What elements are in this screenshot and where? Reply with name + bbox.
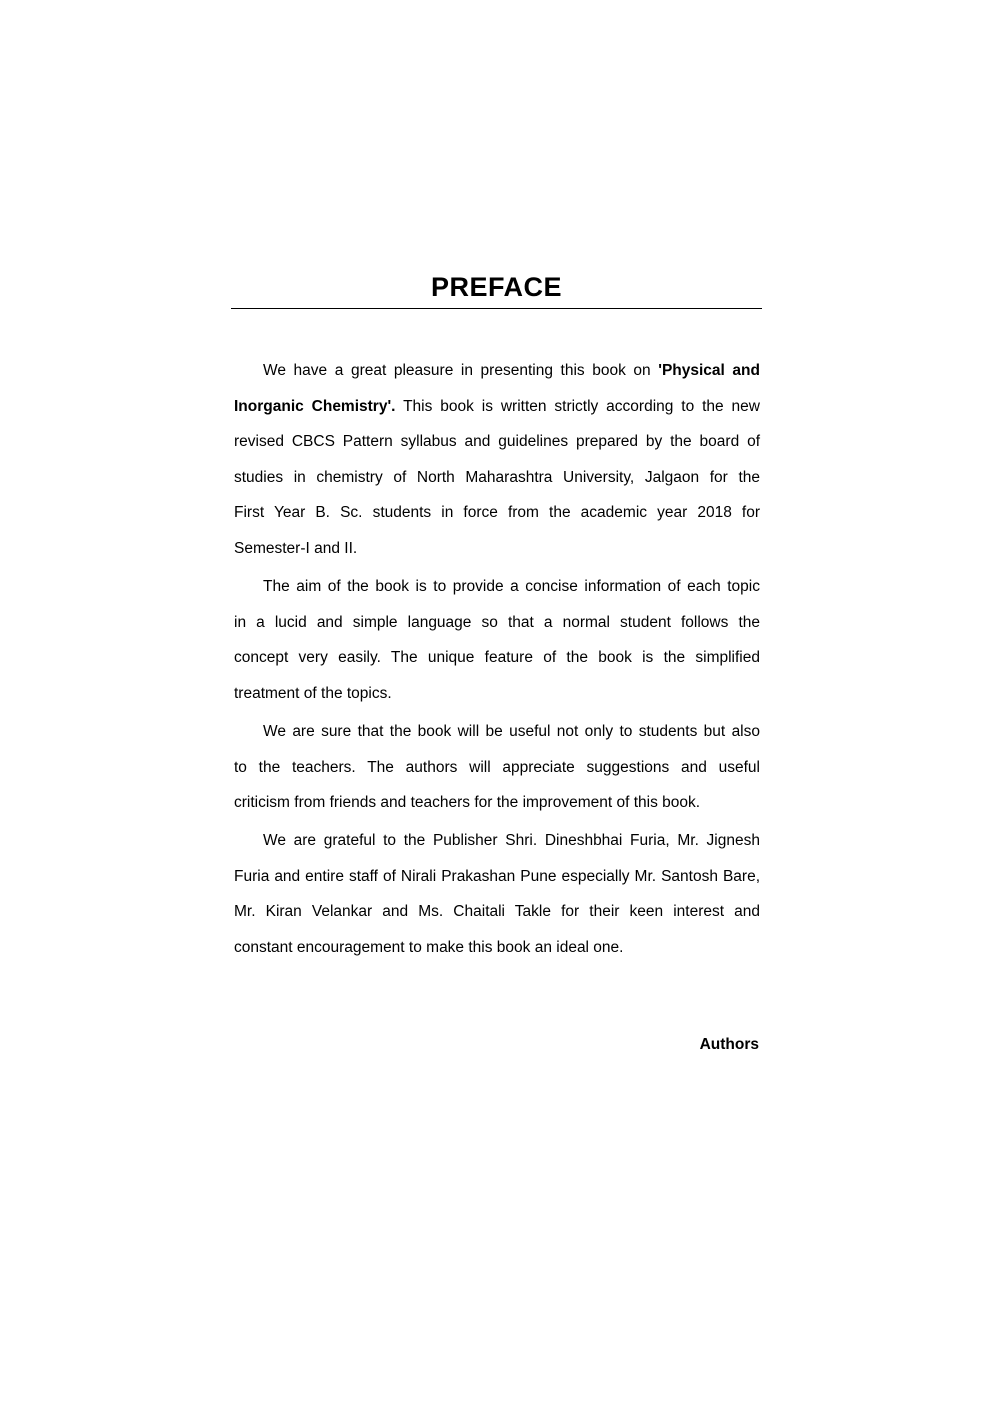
signature: Authors: [699, 1036, 759, 1053]
text: We are sure that the book will be useful not only to students but also: [263, 722, 760, 740]
text: criticism from friends and teachers for the improvement of this book.: [234, 794, 701, 812]
title-underline: [231, 308, 762, 309]
text: This book is written strictly according to the new: [395, 397, 760, 415]
paragraph: [234, 574, 760, 716]
text-line: [234, 536, 760, 572]
text-line: [234, 828, 760, 864]
text: concept very easily. The unique feature of the book is the simplified: [234, 649, 760, 667]
text: Semester-I and II.: [234, 539, 358, 557]
text-line: [234, 681, 760, 717]
text-line: [234, 899, 760, 935]
page-title: PREFACE: [430, 272, 563, 302]
text-line: [234, 429, 760, 465]
paragraph: [234, 719, 760, 826]
text: We are grateful to the Publisher Shri. Dineshbhai Furia, Mr. Jignesh: [263, 832, 760, 850]
text-line: [234, 500, 760, 536]
text: constant encouragement to make this book an ideal one.: [234, 939, 624, 956]
text-line: [234, 719, 760, 755]
text: studies in chemistry of North Maharashtra University, Jalgaon for the: [234, 468, 760, 486]
paragraph: [234, 358, 760, 572]
text-line: [234, 394, 760, 430]
paragraph: [234, 828, 760, 970]
text-line: [234, 465, 760, 501]
text-line: [234, 610, 760, 646]
text-line: [234, 935, 760, 971]
text-line: [234, 755, 760, 791]
text: to the teachers. The authors will appreciate suggestions and useful: [234, 758, 760, 776]
text: in a lucid and simple language so that a normal student follows the: [234, 613, 760, 631]
text: revised CBCS Pattern syllabus and guidelines prepared by the board of: [234, 433, 760, 451]
text: Mr. Kiran Velankar and Ms. Chaitali Takle for their keen interest and: [234, 903, 760, 921]
bold-text: 'Physical and: [658, 362, 760, 379]
text-line: [234, 358, 760, 394]
text-line: [234, 574, 760, 610]
preface-body: [234, 358, 760, 973]
text-line: [234, 864, 760, 900]
bold-text: Inorganic Chemistry'.: [234, 397, 396, 415]
text-line: [234, 645, 760, 681]
text-line: [234, 790, 760, 826]
text: We have a great pleasure in presenting this book on: [263, 362, 659, 379]
text: The aim of the book is to provide a concise information of each topic: [263, 578, 760, 596]
text: treatment of the topics.: [234, 684, 392, 702]
text: Furia and entire staff of Nirali Prakashan Pune especially Mr. Santosh Bare,: [234, 867, 760, 885]
text: First Year B. Sc. students in force from the academic year 2018 for: [234, 504, 760, 522]
